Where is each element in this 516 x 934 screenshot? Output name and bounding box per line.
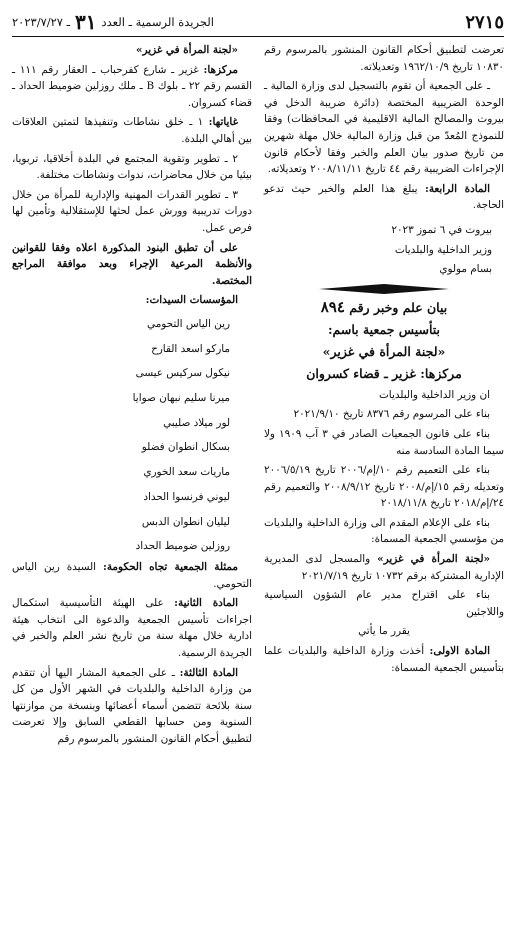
rep-text: السيدة رين الياس التحومي. [12, 560, 252, 590]
article-2-text: على الهيئة التأسيسية استكمال اجراءات تأسيس الجمعية والدعوة الى انتخاب هيئة ادارية خلال مهلة سنة من تاريخ نشر العلم والخبر في الجريدة الرسمية. [12, 597, 252, 659]
founder-item: بسكال انطوان فضلو [141, 441, 230, 454]
right-column [264, 42, 504, 679]
article-3-label: المادة الثالثة: [179, 666, 239, 679]
section-separator [264, 284, 504, 294]
founder-item: ميرنا سليم نبهان صوايا [132, 392, 230, 405]
founder-item: ليوني فرنسوا الحداد [143, 490, 230, 503]
notice-title-text: بيان علم وخبر رقم [349, 299, 448, 315]
article-2 [12, 595, 252, 661]
basis-3: بناء على التعميم رقم ١٠/إم/٢٠٠٦ تاريخ ٢٠٠٦/٥/١٩ وتعديله رقم ١٥/إم/٢٠٠٨ تاريخ ٢٠٠٨/٩/١٢ والتعميم رقم ٢٤/إم/٢٠١٨ تاريخ ٢٠١٨/١١/٨ [264, 464, 504, 510]
hq-text: غزير ـ شارع كفرحباب ـ العقار رقم ١١١ ـ القسم رقم ٢٢ ـ بلوك B ـ ملك روزلين ضوميط الحداد ـ قضاء كسروان. [12, 63, 253, 109]
founder-item: ماركو اسعد القارح [151, 342, 230, 355]
goals-label: غاياتها: [208, 116, 238, 129]
article-3-text: ـ على الجمعية المشار اليها أن تتقدم من وزارة الداخلية والبلديات في الشهر الأول من كل سنة بلائحة تتضمن أسماء أعضائها وبنسخة من موازنتها السنوية ومن حسابها القطعي السابق وإلا تعرضت لتطبيق أحكام القانون المنشور بالمرسوم رقم [12, 666, 252, 745]
basis-4: بناء على الإعلام المقدم الى وزارة الداخلية والبلديات من مؤسسي الجمعية المسماة: [264, 516, 504, 546]
article-1-text: أخذت وزارة الداخلية والبلديات علما بتأسيس الجمعية المسماة: [264, 645, 504, 674]
article-1 [264, 643, 504, 676]
goal-3: ٣ ـ تطوير القدرات المهنية والإدارية للمرأة من خلال دورات تدريبية وورش عمل لحثها للإستقلالية وتأمين لها فرص عمل. [12, 188, 252, 234]
basis-1: بناء على المرسوم رقم ٨٣٧٦ تاريخ ٢٠٢١/٩/١٠ [293, 408, 490, 421]
finance-registration-paragraph: ـ على الجمعية أن تقوم بالتسجيل لدى وزارة المالية ـ الوحدة الضريبية المختصة (دائرة ضريبة الدخل في بيروت والمصالح المالية الاقليمية في المحافظات) وفقا للنموذج المُعدّ من قبل وزارة المالية خلال مهلة شهرين من تاريخ صدور بيان العلم والخبر وفقا لأحكام قانون الإجراءات الضريبية رقم ٤٤ تاريخ ٢٠٠٨/١١/١١ وتعديلاته. [264, 80, 504, 176]
diamond-rule-icon [319, 284, 449, 294]
founder-item: رين الياس التحومي [147, 317, 230, 330]
notice-title [264, 298, 504, 317]
article-4 [264, 181, 504, 214]
founder-item: لور ميلاد صليبي [163, 416, 230, 429]
government-representative [12, 559, 252, 592]
condition-paragraph: على أن تطبق البنود المذكورة اعلاه وفقا للقوانين والأنظمة المرعية الإجراء وبعد موافقة المراجع المختصة. [12, 241, 252, 287]
continued-paragraph: تعرضت لتطبيق أحكام القانون المنشور بالمرسوم رقم ١٠٨٣٠ تاريخ ١٩٦٢/١٠/٩ وتعديلاته. [264, 44, 504, 73]
notice-assoc-name: «لجنة المرأة في غزير» [322, 343, 446, 359]
hq-label: مركزها: [203, 63, 238, 76]
page-number: ٢٧١٥ [465, 11, 504, 33]
basis-6: بناء على اقتراح مدير عام الشؤون السياسية واللاجئين [264, 589, 504, 618]
article-4-text: يبلغ هذا العلم والخبر حيث تدعو الحاجة. [264, 182, 504, 212]
article-1-label: المادة الاولى: [429, 645, 490, 658]
sign-title: وزير الداخلية والبلديات [394, 243, 492, 256]
assoc-name: «لجنة المرأة في غزير» [136, 44, 238, 56]
notice-hq: مركزها: غزير ـ قضاء كسروان [306, 365, 462, 381]
founders-label: المؤسسات السيدات: [145, 294, 238, 307]
basis-5-text: والمسجل لدى المديرية الإدارية المشتركة برقم ١٠٧٣٢ تاريخ ٢٠٢١/٧/١٩ [264, 553, 504, 582]
goal-1 [12, 114, 252, 147]
sign-name: بسام مولوي [439, 263, 492, 276]
issue-date: ـ ٢٠٢٣/٧/٢٧ [12, 15, 71, 29]
founder-item: ليليان انطوان الدبس [141, 515, 230, 528]
headquarters [12, 62, 252, 112]
founders-list [12, 312, 252, 559]
page-header [12, 8, 504, 37]
issue-number: ٣١ [75, 10, 97, 34]
article-4-label: المادة الرابعة: [424, 182, 490, 195]
article-3 [12, 665, 252, 748]
basis-5 [264, 551, 504, 584]
basis-5-name: «لجنة المرأة في غزير» [377, 553, 490, 566]
gazette-name: الجريدة الرسمية ـ العدد [101, 15, 214, 29]
founder-item: روزلين ضوميط الحداد [135, 540, 230, 553]
article-2-label: المادة الثانية: [174, 597, 239, 610]
goal-2: ٢ ـ تطوير وتقوية المجتمع في البلدة أخلاقيا، تربويا، بيئيا من خلال محاضرات، ندوات ونشاطات مختلفة. [12, 152, 252, 182]
founder-item: ماريات سعد الخوري [143, 466, 230, 479]
gazette-title [12, 10, 214, 34]
goal-1-text: ١ ـ خلق نشاطات وتنفيذها لتمتين العلاقات بين أهالي البلدة. [12, 116, 252, 145]
founder-item: نيكول سركيس عيسى [135, 367, 230, 380]
left-column [12, 42, 252, 750]
decision-heading: يقرر ما يأتي [358, 625, 410, 638]
rep-label: ممثلة الجمعية تجاه الحكومة: [103, 560, 239, 573]
notice-number: ٨٩٤ [320, 297, 345, 316]
notice-subtitle: بتأسيس جمعية باسم: [327, 321, 441, 337]
sign-place-date: بيروت في ٦ تموز ٢٠٢٣ [391, 223, 492, 236]
basis-2: بناء على قانون الجمعيات الصادر في ٣ آب ١٩٠٩ ولا سيما المادة السادسة منه [264, 427, 504, 457]
minister-intro: ان وزير الداخلية والبلديات [379, 388, 490, 401]
